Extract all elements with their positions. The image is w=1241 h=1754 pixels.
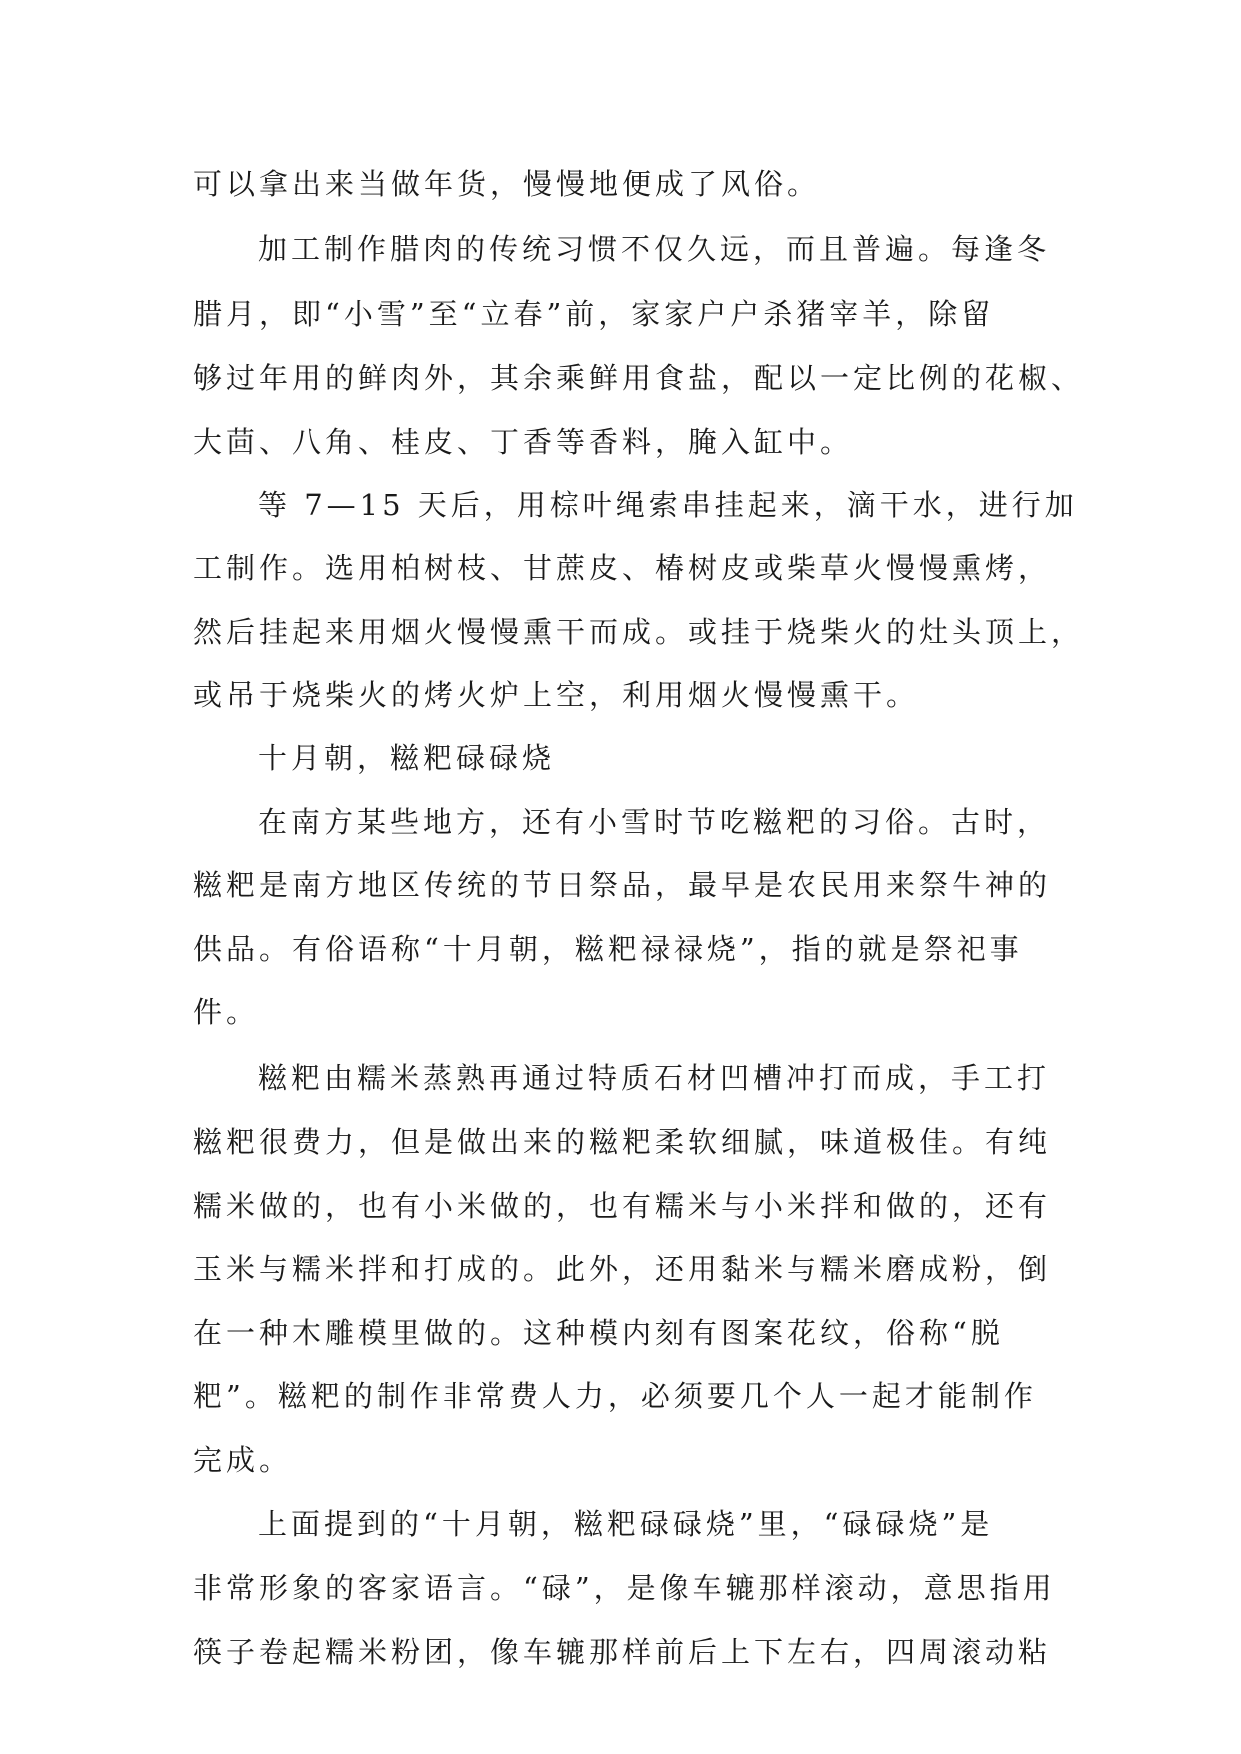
paragraph-line: 等 7—15 天后，用棕叶绳索串挂起来，滴干水，进行加 — [258, 488, 1078, 522]
text-line: 工制作。选用柏树枝、甘蔗皮、椿树皮或柴草火慢慢熏烤， — [193, 551, 1052, 585]
paragraph-line: 加工制作腊肉的传统习惯不仅久远，而且普遍。每逢冬 — [258, 232, 1051, 266]
text-line: 供品。有俗语称“十月朝，糍粑禄禄烧”，指的就是祭祀事 — [193, 932, 1023, 966]
text-line: 在一种木雕模里做的。这种模内刻有图案花纹，俗称“脱 — [193, 1316, 1004, 1350]
text-line: 件。 — [193, 995, 260, 1029]
text-line: 糍粑很费力，但是做出来的糍粑柔软细腻，味道极佳。有纯 — [193, 1125, 1052, 1159]
paragraph-line: 上面提到的“十月朝，糍粑碌碌烧”里，“碌碌烧”是 — [258, 1507, 994, 1541]
text-line: 完成。 — [193, 1443, 293, 1477]
text-line: 糍粑是南方地区传统的节日祭品，最早是农民用来祭牛神的 — [193, 868, 1052, 902]
section-heading: 十月朝，糍粑碌碌烧 — [258, 741, 556, 775]
text-line: 大茴、八角、桂皮、丁香等香料，腌入缸中。 — [193, 425, 854, 459]
text-line: 然后挂起来用烟火慢慢熏干而成。或挂于烧柴火的灶头顶上， — [193, 615, 1085, 649]
text-line: 糯米做的，也有小米做的，也有糯米与小米拌和做的，还有 — [193, 1189, 1052, 1223]
text-line: 腊月，即“小雪”至“立春”前，家家户户杀猪宰羊，除留 — [193, 297, 995, 331]
text-line: 非常形象的客家语言。“碌”，是像车辘那样滚动，意思指用 — [193, 1571, 1056, 1605]
paragraph-line: 糍粑由糯米蒸熟再通过特质石材凹槽冲打而成，手工打 — [258, 1061, 1051, 1095]
paragraph-line: 在南方某些地方，还有小雪时节吃糍粑的习俗。古时， — [258, 805, 1051, 839]
text-line: 玉米与糯米拌和打成的。此外，还用黏米与糯米磨成粉，倒 — [193, 1252, 1052, 1286]
text-line: 可以拿出来当做年货，慢慢地便成了风俗。 — [193, 167, 821, 201]
text-line: 或吊于烧柴火的烤火炉上空，利用烟火慢慢熏干。 — [193, 678, 920, 712]
text-line: 够过年用的鲜肉外，其余乘鲜用食盐，配以一定比例的花椒、 — [193, 361, 1085, 395]
text-line: 粑”。糍粑的制作非常费人力，必须要几个人一起才能制作 — [193, 1379, 1037, 1413]
text-line: 筷子卷起糯米粉团，像车辘那样前后上下左右，四周滚动粘 — [193, 1635, 1052, 1669]
